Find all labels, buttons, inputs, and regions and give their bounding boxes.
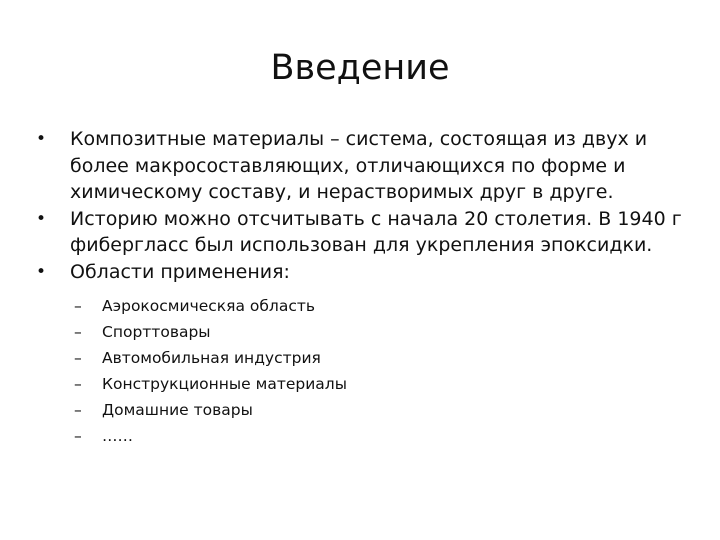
bullet-line: Композитные материалы – система, состоящая из двух и (70, 128, 648, 150)
application-list (36, 293, 686, 449)
list-item-text: Аэрокосмическяа область (102, 297, 316, 315)
bullet-item (36, 126, 686, 206)
bullet-line: химическому составу, и нерастворимых друг в друге. (70, 181, 614, 203)
list-item (36, 319, 686, 345)
list-item-text: …… (102, 427, 133, 445)
dash-marker: – (74, 349, 82, 367)
dash-marker: – (74, 427, 82, 445)
list-item (36, 345, 686, 371)
list-item (36, 423, 686, 449)
dash-marker: – (74, 401, 82, 419)
list-item-text: Конструкционные материалы (102, 375, 347, 393)
list-item-text: Спорттовары (102, 323, 211, 341)
list-item-text: Домашние товары (102, 401, 253, 419)
bullet-marker: • (36, 261, 47, 282)
dash-marker: – (74, 297, 82, 315)
list-item (36, 293, 686, 319)
bullet-line: более макросоставляющих, отличающихся по форме и (70, 154, 626, 177)
bullet-line: фибергласс был использован для укрепления эпоксидки. (70, 234, 653, 256)
bullet-item (36, 259, 686, 286)
bullet-item (36, 206, 686, 259)
list-item (36, 397, 686, 423)
bullet-marker: • (36, 208, 47, 229)
slide-title: Введение (270, 48, 450, 88)
bullet-line: Историю можно отсчитывать с начала 20 столетия. В 1940 г (70, 207, 682, 230)
dash-marker: – (74, 375, 82, 393)
bullet-line: Области применения: (70, 260, 290, 283)
dash-marker: – (74, 323, 82, 341)
bullet-marker: • (36, 129, 47, 149)
slide-body (36, 126, 686, 449)
list-item-text: Автомобильная индустрия (102, 349, 321, 367)
list-item (36, 371, 686, 397)
